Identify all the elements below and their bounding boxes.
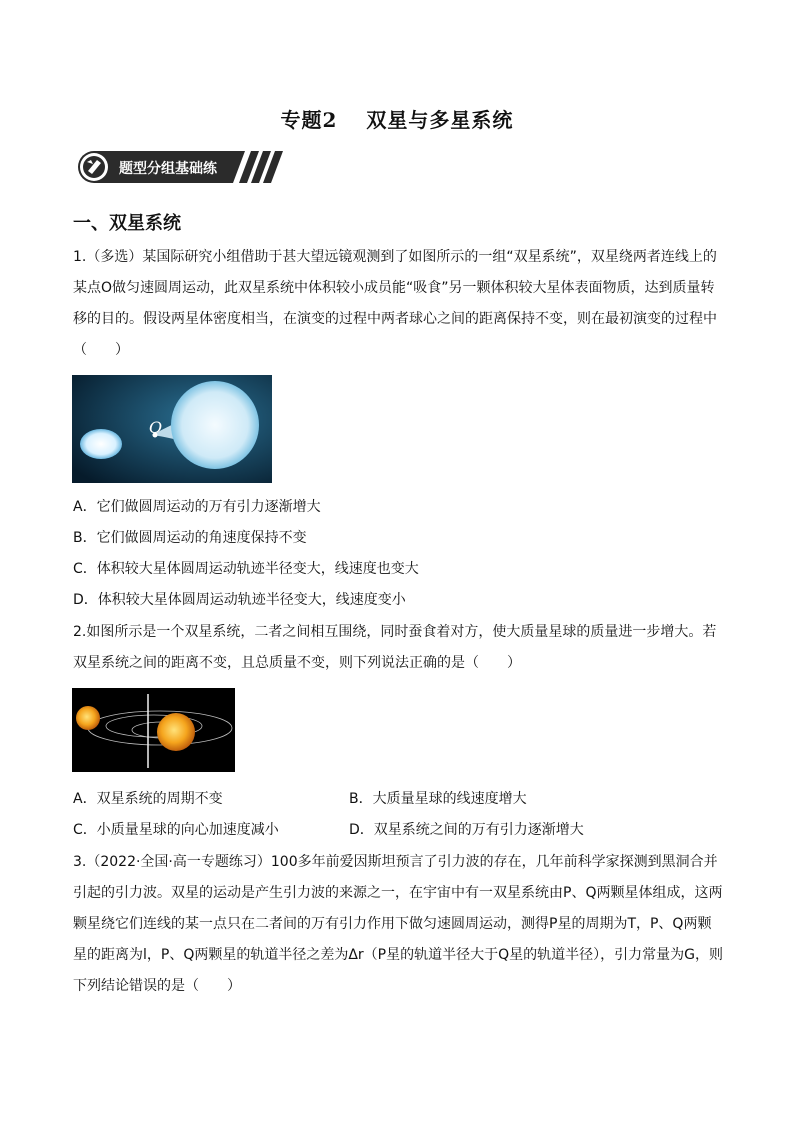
question-3-stem: 3.（2022·全国·高一专题练习）100多年前爱因斯坦预言了引力波的存在，几年前科学家探测到黑洞合并引起的引力波。双星的运动是产生引力波的来源之一，在宇宙中有一双星系统由P、Q两颗星体组成，这两颗星绕它们连线的某一点只在二者间的万有引力作用下做匀速圆周运动，测得P星的周期为T，P、Q两颗星的距离为l，P、Q两颗星的轨道半径之差为Δr（P星的轨道半径大于Q星的轨道半径），引力常量为G，则下列结论错误的是（ ） [73, 854, 723, 994]
q2-option-b: B．大质量星球的线速度增大 [349, 791, 527, 807]
q2-option-d: D．双星系统之间的万有引力逐渐增大 [349, 822, 584, 838]
binary-star-photo [72, 375, 272, 483]
q1-option-c: C．体积较大星体圆周运动轨迹半径变大，线速度也变大 [73, 561, 419, 577]
banner-graphic [75, 148, 285, 186]
q2-option-a: A．双星系统的周期不变 [73, 791, 223, 807]
page-title: 专题2 双星与多星系统 [280, 108, 514, 132]
center-label-o: O [149, 418, 163, 437]
banner-label: 题型分组基础练 [119, 161, 217, 177]
question-1-stem: 1.（多选）某国际研究小组借助于甚大望远镜观测到了如图所示的一组“双星系统”，双星绕两者连线上的某点O做匀速圆周运动，此双星系统中体积较小成员能“吸食”另一颗体积较大星体表面物质，达到质量转移的目的。假设两星体密度相当，在演变的过程中两者球心之间的距离保持不变，则在最初演变的过程中（ ） [73, 249, 717, 358]
q1-option-a: A．它们做圆周运动的万有引力逐渐增大 [73, 499, 321, 515]
question-2-stem: 2.如图所示是一个双星系统，二者之间相互围绕，同时蚕食着对方，使大质量星球的质量进一步增大。若双星系统之间的距离不变，且总质量不变，则下列说法正确的是（ ） [73, 624, 717, 671]
orbiting-stars-photo [72, 688, 235, 772]
section-title: 一、双星系统 [73, 213, 181, 234]
q2-option-c: C．小质量星球的向心加速度减小 [73, 822, 279, 838]
q1-option-b: B．它们做圆周运动的角速度保持不变 [73, 530, 307, 546]
q1-option-d: D．体积较大星体圆周运动轨迹半径变大，线速度变小 [73, 592, 406, 608]
section-banner [75, 148, 285, 186]
